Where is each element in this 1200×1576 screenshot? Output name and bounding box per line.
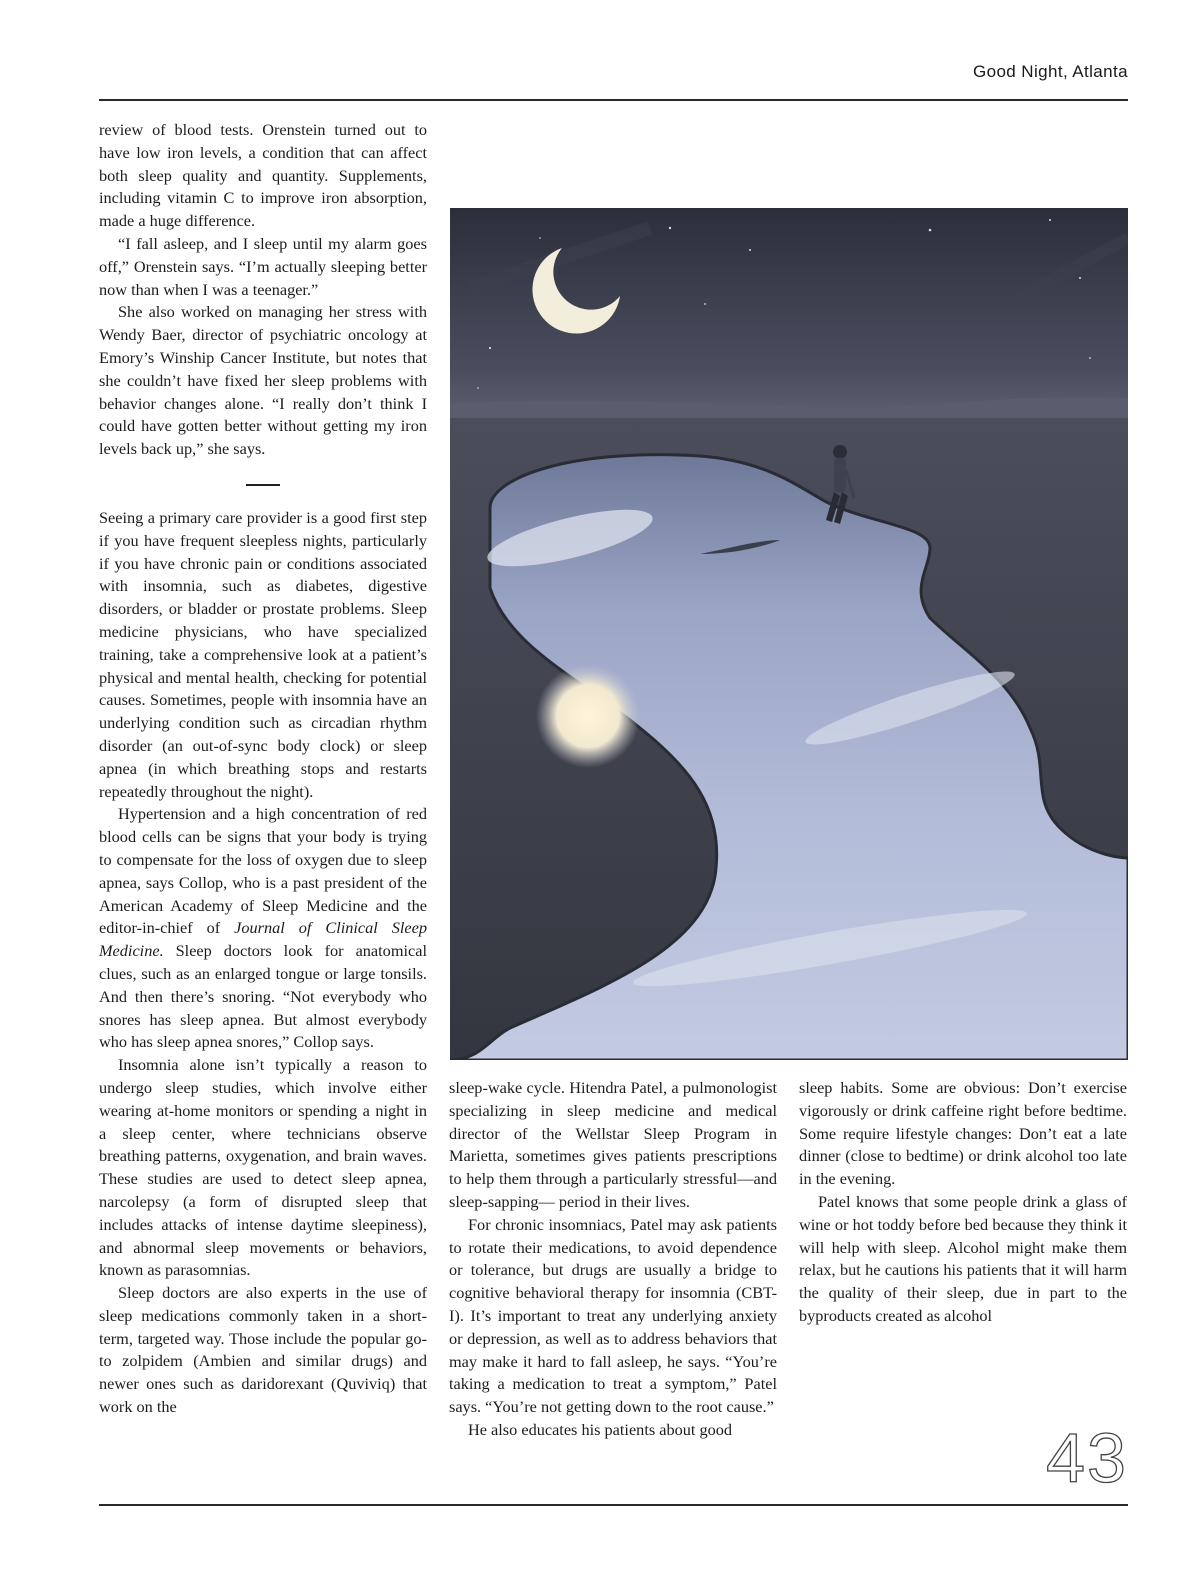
- column-3: [799, 1077, 1127, 1328]
- paragraph-text: Sleep doctors look for anatomical clues, such as an enlarged tongue or large tonsils. And then there’s snoring. “Not everybody who snores has sleep apnea. But almost everybody who has sleep apnea snores,” Collop says.: [99, 941, 427, 1052]
- paragraph: She also worked on managing her stress with Wendy Baer, director of psychiatric oncology at Emory’s Winship Cancer Institute, but notes that she couldn’t have fixed her sleep problems with behavior changes alone. “I really don’t think I could have gotten better without getting my iron levels back up,” she says.: [99, 302, 427, 459]
- paragraph: sleep habits. Some are obvious: Don’t exercise vigorously or drink caffeine right before bedtime. Some require lifestyle changes: Don’t eat a late dinner (close to bedtime) or drink alcohol too late in the evening.: [799, 1078, 1127, 1189]
- paragraph: Patel knows that some people drink a glass of wine or hot toddy before bed because they think it will help with sleep. Alcohol might make them relax, but he cautions his patients that it will harm the quality of their sleep, due in part to the byproducts created as alcohol: [799, 1191, 1127, 1325]
- paragraph: He also educates his patients about good: [468, 1419, 733, 1439]
- journal-title: Journal of Clinical Sleep Medicine.: [99, 918, 427, 961]
- column-1-top: [99, 119, 427, 461]
- paragraph: [99, 803, 427, 1054]
- page-number: 43: [1046, 1419, 1128, 1497]
- paragraph: review of blood tests. Orenstein turned out to have low iron levels, a condition that can affect both sleep quality and quantity. Supplements, including vitamin C to improve iron absorption, made a huge difference.: [99, 120, 427, 231]
- paragraph: Sleep doctors are also experts in the use of sleep medications commonly taken in a short-term, targeted way. Those include the popular go-to zolpidem (Ambien and similar drugs) and newer ones such as daridorexant (Quviviq) that work on the: [99, 1283, 427, 1417]
- paragraph: Seeing a primary care provider is a good first step if you have frequent sleepless nights, particularly if you have chronic pain or conditions associated with insomnia, such as diabetes, digestive disorders, or bladder or prostate problems. Sleep medicine physicians, who have specialized training, take a comprehensive look at a patient’s physical and mental health, checking for potential causes. Sometimes, people with insomnia have an underlying condition such as circadian rhythm disorder (an out-of-sync body clock) or sleep apnea (in which breathing stops and restarts repeatedly throughout the night).: [99, 508, 427, 801]
- paragraph: “I fall asleep, and I sleep until my alarm goes off,” Orenstein says. “I’m actually sleeping better now than when I was a teenager.”: [99, 233, 427, 299]
- bottom-rule: [99, 1504, 1128, 1506]
- running-header: Good Night, Atlanta: [972, 62, 1128, 81]
- column-1-bottom: [99, 507, 427, 1419]
- illustration-svg: [450, 208, 1128, 1060]
- paragraph: Insomnia alone isn’t typically a reason to undergo sleep studies, which involve either wearing at-home monitors or spending a night in a sleep center, where technicians observe breathing patterns, oxygenation, and brain waves. These studies are used to detect sleep apnea, narcolepsy (a form of disrupted sleep that includes attacks of intense daytime sleepiness), and abnormal sleep movements or behaviors, known as parasomnias.: [99, 1055, 427, 1280]
- night-lake-illustration: [450, 208, 1128, 1060]
- top-rule: [99, 99, 1128, 101]
- paragraph-text: Hypertension and a high concentration of red blood cells can be signs that your body is trying to compensate for the loss of oxygen due to sleep apnea, says Collop, who is a past president of the American Academy of Sleep Medicine and the editor-in-chief of: [99, 804, 427, 938]
- section-break-dash: [246, 484, 280, 486]
- paragraph: sleep-wake cycle. Hitendra Patel, a pulmonologist specializing in sleep medicine and medical director of the Wellstar Sleep Program in Marietta, sometimes gives patients prescriptions to help them through a particularly stressful—and sleep-sapping— period in their lives.: [449, 1078, 777, 1211]
- column-2: [449, 1077, 777, 1442]
- reflected-moon: [536, 664, 640, 768]
- paragraph: For chronic insomniacs, Patel may ask patients to rotate their medications, to avoid dependence or tolerance, but drugs are usually a bridge to cognitive behavioral therapy for insomnia (CBT-I). It’s important to treat any underlying anxiety or depression, as well as to address behaviors that may make it hard to fall asleep, he says. “You’re taking a medication to treat a symptom,” Patel says. “You’re not getting down to the root cause.”: [449, 1214, 777, 1417]
